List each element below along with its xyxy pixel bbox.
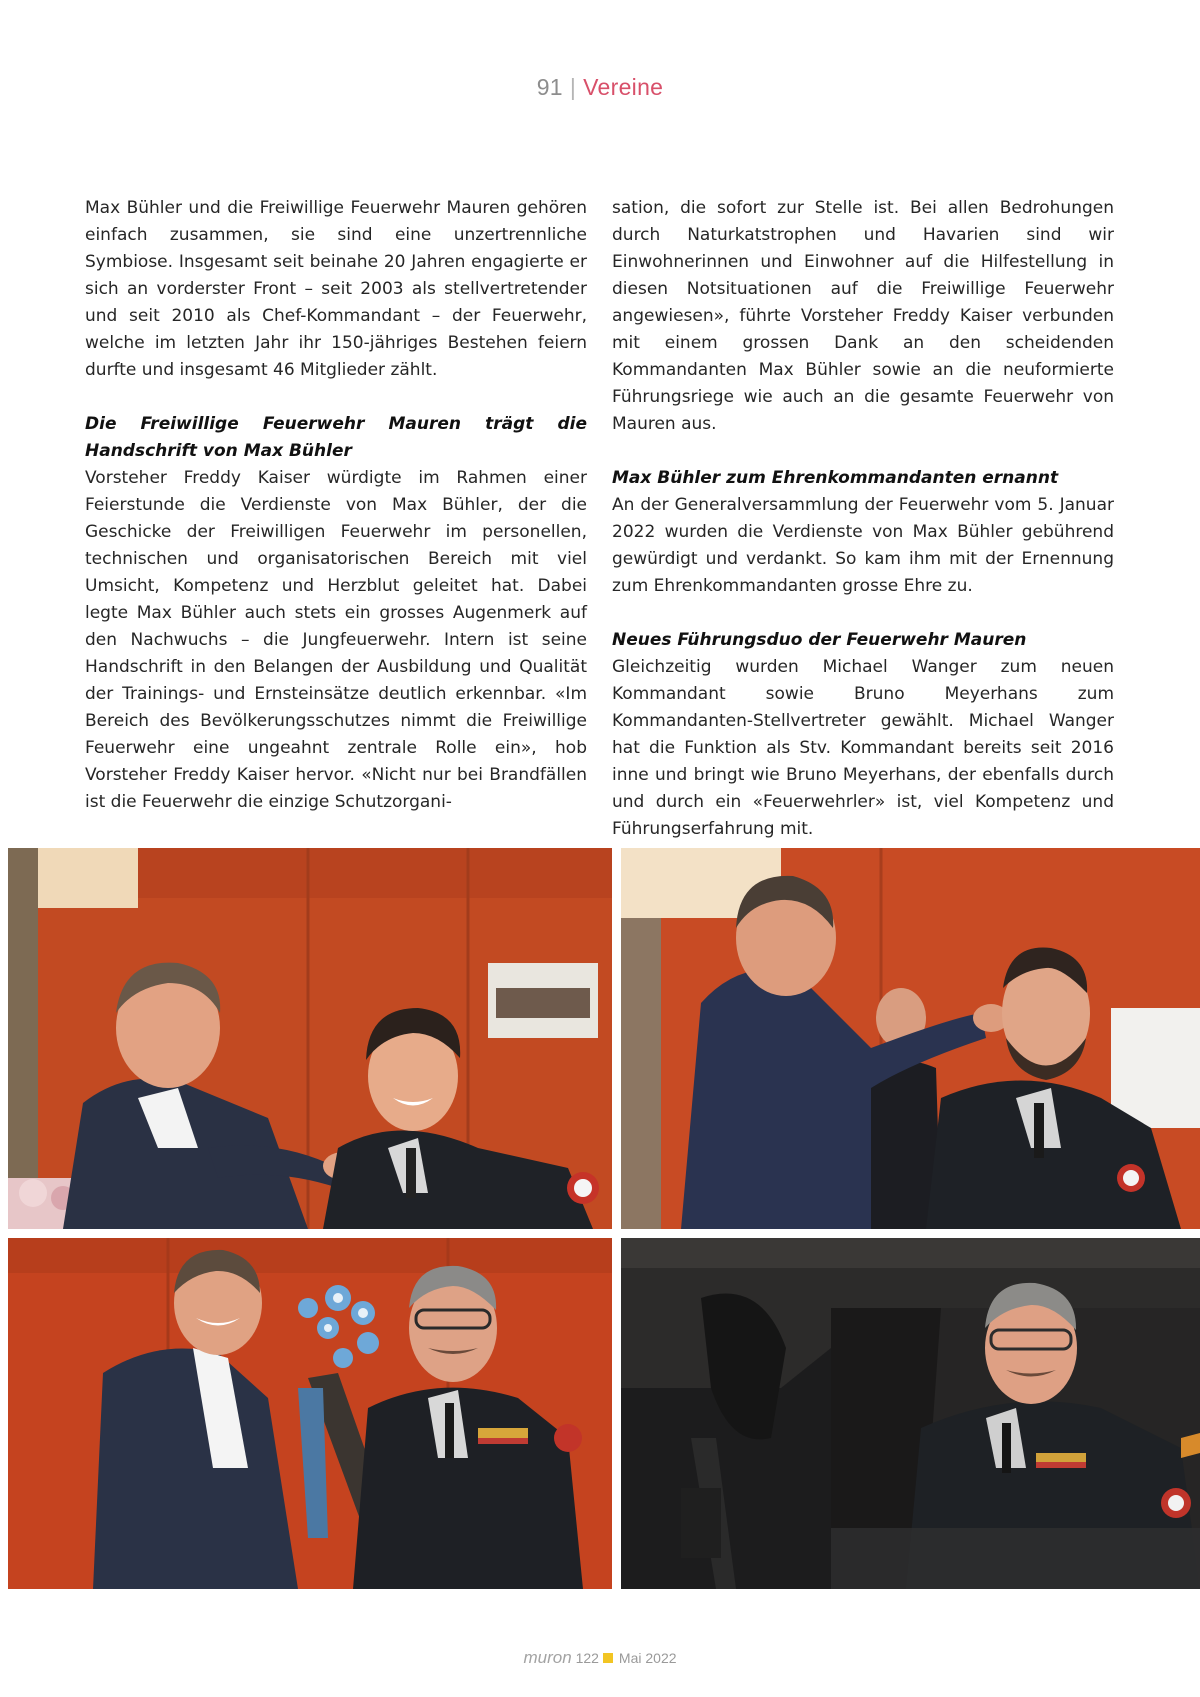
footer-date: Mai 2022 — [618, 1650, 677, 1666]
page-number: 91 — [536, 74, 563, 100]
footer-issue: 122 — [575, 1650, 599, 1666]
photo-pinning-badge-1 — [8, 848, 612, 1229]
page-header — [0, 74, 1200, 101]
photo-vehicle-cab — [621, 1238, 1200, 1589]
photo-pinning-badge-2 — [621, 848, 1200, 1229]
page-footer — [0, 1648, 1200, 1668]
subheading-ehrenkommandant: Max Bühler zum Ehrenkommandanten ernannt — [612, 468, 1059, 488]
right-column — [612, 195, 1114, 843]
header-separator: | — [569, 74, 577, 100]
subheading-handschrift: Die Freiwillige Feuerwehr Mauren trägt die Handschrift von Max Bühler — [85, 414, 587, 461]
left-column — [85, 195, 587, 816]
section-title: Vereine — [583, 74, 664, 100]
paragraph-fuehrungsduo: Gleichzeitig wurden Michael Wanger zum neuen Kommandant sowie Bruno Meyerhans zum Kommandanten-Stellvertreter gewählt. Michael Wanger hat die Funktion als Stv. Kommandant bereits seit 2016 inne und bringt wie Bruno Meyerhans, der ebenfalls durch und durch ein «Feuerwehrler» ist, viel Kompetenz und Führungserfahrung mit. — [612, 657, 1114, 839]
footer-square-icon — [603, 1653, 613, 1663]
paragraph-intro: Max Bühler und die Freiwillige Feuerwehr Mauren gehören einfach zusammen, sie sind eine unzertrennliche Symbiose. Insgesamt seit beinahe 20 Jahren engagierte er sich an vorderster Front – seit 2003 als stellvertretender und seit 2010 als Chef-Kommandant – der Feuerwehr, welche im letzten Jahr ihr 150-jähriges Bestehen feiern durfte und insgesamt 46 Mitglieder zählt. — [85, 198, 587, 380]
paragraph-generalversammlung: An der Generalversammlung der Feuerwehr vom 5. Januar 2022 wurden die Verdienste von Max Bühler gebührend gewürdigt und verdankt. So kam ihm mit der Ernennung zum Ehrenkommandanten grosse Ehre zu. — [612, 495, 1114, 596]
footer-brand: muron — [523, 1648, 572, 1667]
subheading-fuehrungsduo: Neues Führungsduo der Feuerwehr Mauren — [612, 630, 1027, 650]
paragraph-continuation: sation, die sofort zur Stelle ist. Bei allen Bedrohungen durch Naturkatstrophen und Havarien sind wir Einwohnerinnen und Einwohner auf die Hilfestellung in diesen Notsituationen auf die Freiwillige Feuerwehr angewiesen», führte Vorsteher Freddy Kaiser verbunden mit einem grossen Dank an den scheidenden Kommandanten Max Bühler sowie an die neuformierte Führungsriege wie auch an die gesamte Feuerwehr von Mauren aus. — [612, 198, 1114, 434]
photo-gift-presentation — [8, 1238, 612, 1589]
paragraph-feierstunde: Vorsteher Freddy Kaiser würdigte im Rahmen einer Feierstunde die Verdienste von Max Bühler, der die Geschicke der Freiwilligen Feuerwehr im personellen, technischen und organisatorischen Bereich mit viel Umsicht, Kompetenz und Herzblut geleitet hat. Dabei legte Max Bühler auch stets ein grosses Augenmerk auf den Nachwuchs – die Jungfeuerwehr. Intern ist seine Handschrift in den Belangen der Ausbildung und Qualität der Trainings- und Ernsteinsätze deutlich erkennbar. «Im Bereich des Bevölkerungsschutzes nimmt die Freiwillige Feuerwehr eine ungeahnt zentrale Rolle ein», hob Vorsteher Freddy Kaiser hervor. «Nicht nur bei Brandfällen ist die Feuerwehr die einzige Schutzorgani- — [85, 468, 587, 812]
